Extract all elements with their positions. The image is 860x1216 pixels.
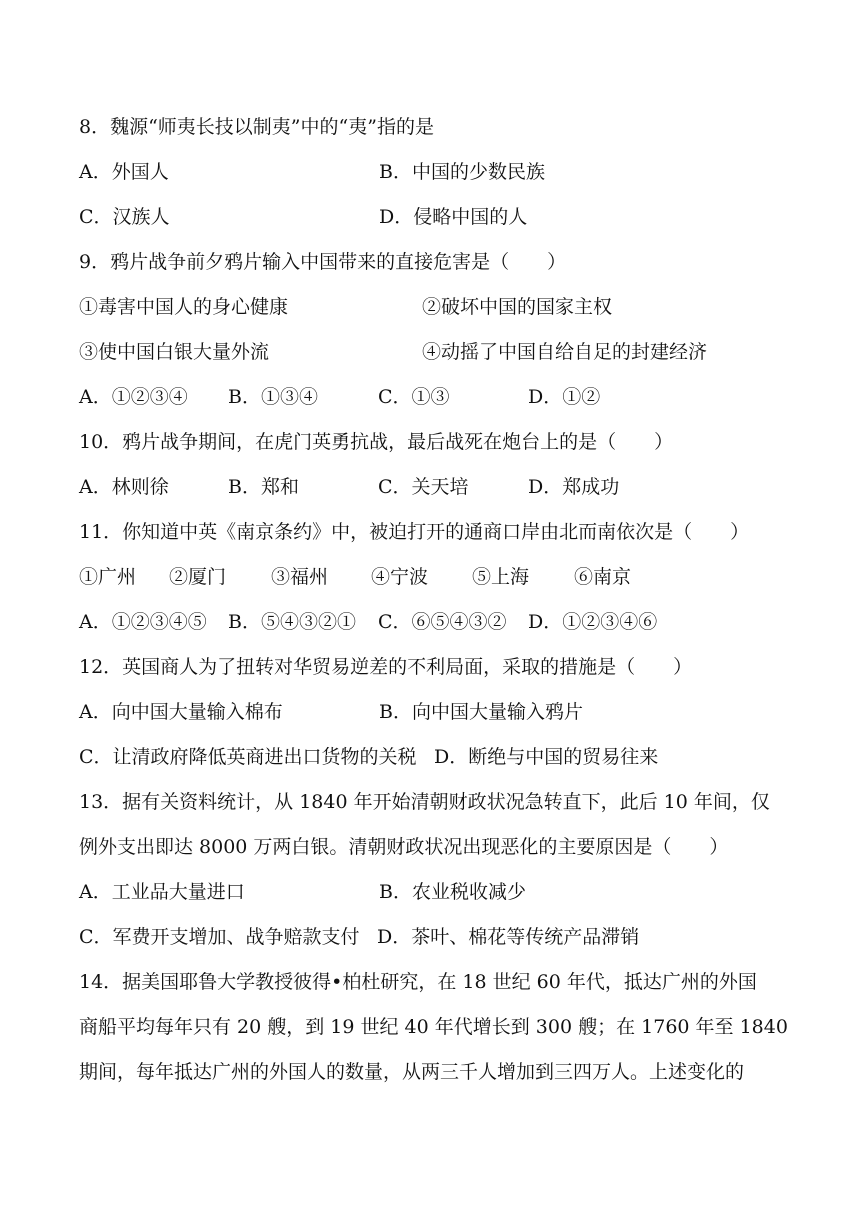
- question-8-option-c: C．汉族人: [79, 206, 170, 228]
- question-9-item-1: ①毒害中国人的身心健康: [79, 296, 289, 318]
- question-11-item-2: ②厦门: [169, 566, 227, 588]
- question-13-option-a: A．工业品大量进口: [79, 881, 245, 903]
- question-9-item-3: ③使中国白银大量外流: [79, 341, 270, 363]
- question-12-stem: 12．英国商人为了扭转对华贸易逆差的不利局面，采取的措施是（ ）: [79, 656, 693, 678]
- question-11-item-6: ⑥南京: [574, 566, 632, 588]
- question-9-item-4: ④动摇了中国自给自足的封建经济: [422, 341, 708, 363]
- question-11-option-b: B．⑤④③②①: [228, 611, 356, 633]
- question-9-option-d: D．①②: [528, 386, 601, 408]
- question-13-option-d: D．茶叶、棉花等传统产品滞销: [377, 926, 640, 948]
- question-11-item-5: ⑤上海: [472, 566, 530, 588]
- question-12-option-a: A．向中国大量输入棉布: [79, 701, 283, 723]
- question-10-option-a: A．林则徐: [79, 476, 169, 498]
- question-8-stem: 8．魏源“师夷长技以制夷”中的“夷”指的是: [79, 116, 434, 138]
- question-13-option-b: B．农业税收减少: [379, 881, 526, 903]
- question-10-option-b: B．郑和: [228, 476, 299, 498]
- question-13-option-c: C．军费开支增加、战争赔款支付: [79, 926, 360, 948]
- question-9-stem: 9．鸦片战争前夕鸦片输入中国带来的直接危害是（ ）: [79, 251, 567, 273]
- question-13-stem-line-1: 13．据有关资料统计，从 1840 年开始清朝财政状况急转直下，此后 10 年间，仅: [79, 791, 770, 813]
- question-11-item-4: ④宁波: [371, 566, 429, 588]
- question-9-item-2: ②破坏中国的国家主权: [422, 296, 613, 318]
- question-12-option-d: D．断绝与中国的贸易往来: [434, 746, 659, 768]
- question-10-stem: 10．鸦片战争期间，在虎门英勇抗战，最后战死在炮台上的是（ ）: [79, 431, 674, 453]
- question-11-item-1: ①广州: [79, 566, 137, 588]
- question-14-stem-line-1: 14．据美国耶鲁大学教授彼得•柏杜研究，在 18 世纪 60 年代，抵达广州的外国: [79, 971, 757, 993]
- question-12-option-c: C．让清政府降低英商进出口货物的关税: [79, 746, 417, 768]
- question-13-stem-line-2: 例外支出即达 8000 万两白银。清朝财政状况出现恶化的主要原因是（ ）: [79, 836, 729, 858]
- question-9-option-c: C．①③: [378, 386, 450, 408]
- question-11-item-3: ③福州: [271, 566, 329, 588]
- question-8-option-b: B．中国的少数民族: [379, 161, 545, 183]
- question-11-option-d: D．①②③④⑥: [528, 611, 658, 633]
- question-10-option-c: C．关天培: [378, 476, 469, 498]
- question-8-option-a: A．外国人: [79, 161, 169, 183]
- question-10-option-d: D．郑成功: [528, 476, 620, 498]
- question-11-option-a: A．①②③④⑤: [79, 611, 207, 633]
- question-11-option-c: C．⑥⑤④③②: [378, 611, 507, 633]
- question-9-option-a: A．①②③④: [79, 386, 188, 408]
- question-14-stem-line-3: 期间，每年抵达广州的外国人的数量，从两三千人增加到三四万人。上述变化的: [79, 1061, 745, 1083]
- question-14-stem-line-2: 商船平均每年只有 20 艘，到 19 世纪 40 年代增长到 300 艘；在 1760 年至 1840: [79, 1016, 788, 1038]
- question-11-stem: 11．你知道中英《南京条约》中，被迫打开的通商口岸由北而南依次是（ ）: [79, 521, 750, 543]
- question-8-option-d: D．侵略中国的人: [379, 206, 528, 228]
- question-12-option-b: B．向中国大量输入鸦片: [379, 701, 583, 723]
- question-9-option-b: B．①③④: [228, 386, 318, 408]
